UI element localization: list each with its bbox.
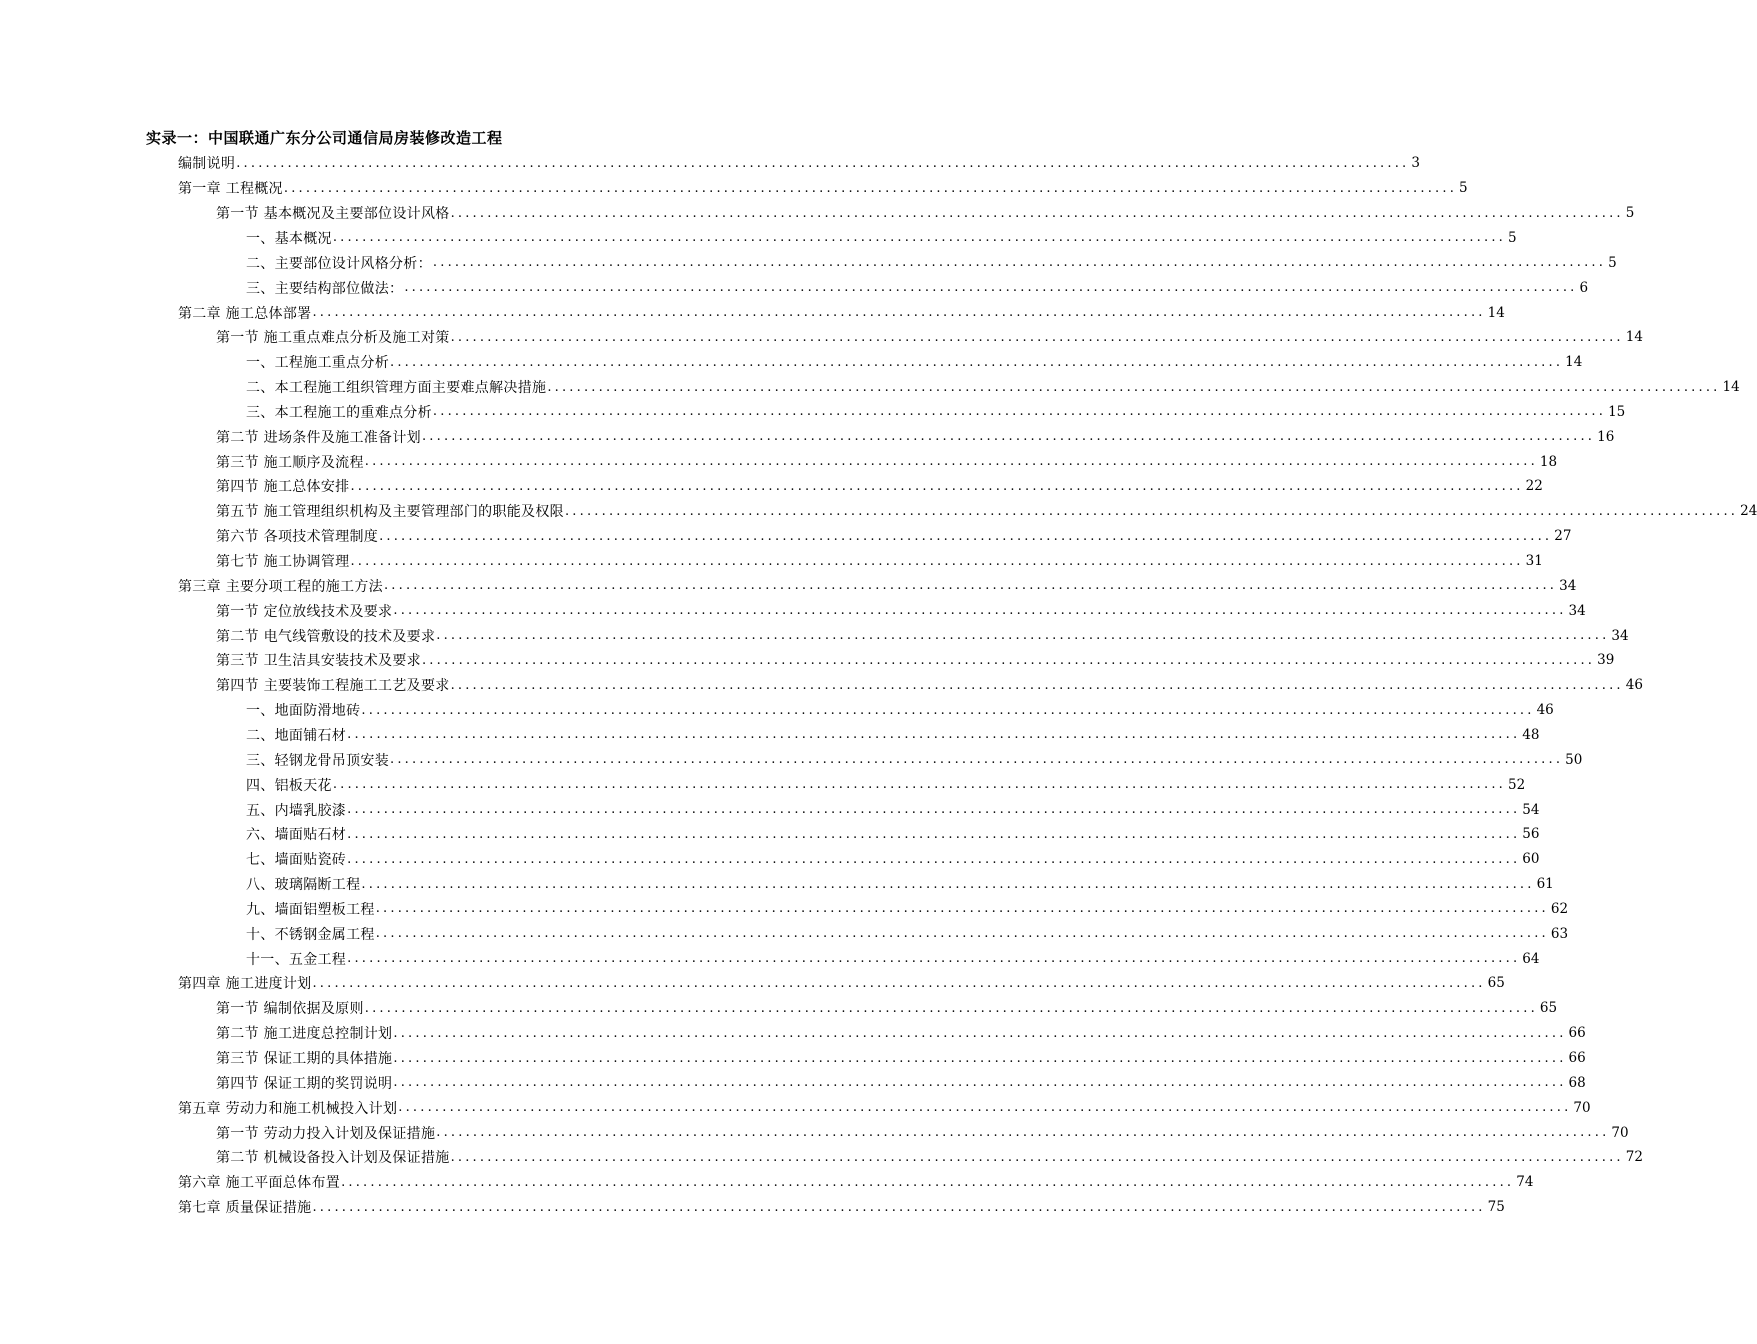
- toc-entry[interactable]: [216, 524, 1572, 549]
- dot-leader: ................................................................................................................................................................: [347, 851, 1521, 867]
- toc-entry[interactable]: [246, 350, 1583, 375]
- toc-page-number: 5: [1459, 180, 1468, 197]
- toc-entry-label: 第二节 进场条件及施工准备计划: [216, 429, 421, 446]
- dot-leader: ................................................................................................................................................................: [375, 926, 1549, 942]
- dot-leader: ................................................................................................................................................................: [390, 354, 1564, 370]
- toc-entry-label: 第四节 施工总体安排: [216, 479, 350, 496]
- toc-entry[interactable]: [246, 897, 1569, 922]
- dot-leader: ................................................................................................................................................................: [390, 752, 1564, 768]
- toc-page-number: 24: [1740, 503, 1757, 520]
- toc-entry-label: 二、本工程施工组织管理方面主要难点解决措施: [246, 380, 547, 397]
- toc-page-number: 68: [1568, 1074, 1586, 1091]
- dot-leader: ................................................................................................................................................................: [379, 528, 1553, 544]
- dot-leader: ................................................................................................................................................................: [393, 1050, 1567, 1066]
- toc-entry-label: 三、主要结构部位做法：: [246, 280, 404, 297]
- dot-leader: ................................................................................................................................................................: [236, 155, 1410, 171]
- toc-page-number: 66: [1568, 1025, 1586, 1042]
- dot-leader: ................................................................................................................................................................: [436, 1125, 1610, 1141]
- dot-leader: ................................................................................................................................................................: [383, 578, 1558, 594]
- toc-entry[interactable]: [178, 300, 1505, 325]
- toc-page-number: 62: [1550, 900, 1569, 917]
- toc-entry[interactable]: [178, 176, 1468, 201]
- toc-entry[interactable]: [216, 623, 1629, 648]
- dot-leader: ................................................................................................................................................................: [547, 379, 1721, 395]
- toc-entry-label: 一、地面防滑地砖: [246, 703, 361, 720]
- toc-entry[interactable]: [178, 573, 1577, 598]
- toc-entry[interactable]: [216, 549, 1543, 574]
- dot-leader: ................................................................................................................................................................: [347, 951, 1521, 967]
- toc-page-number: 14: [1487, 304, 1505, 321]
- toc-page-number: 75: [1487, 1199, 1505, 1216]
- toc-entry-label: 三、轻钢龙骨吊顶安装: [246, 752, 389, 769]
- toc-entry[interactable]: [216, 1120, 1629, 1145]
- dot-leader: ................................................................................................................................................................: [341, 1174, 1515, 1190]
- toc-entry-label: 第二节 施工进度总控制计划: [216, 1026, 393, 1043]
- dot-leader: ................................................................................................................................................................: [436, 628, 1610, 644]
- dot-leader: ................................................................................................................................................................: [450, 205, 1624, 221]
- toc-page-number: 60: [1522, 851, 1540, 868]
- dot-leader: ................................................................................................................................................................: [421, 429, 1596, 445]
- toc-entry-label: 第二节 电气线管敷设的技术及要求: [216, 628, 436, 645]
- toc-page-number: 27: [1554, 528, 1572, 545]
- dot-leader: ................................................................................................................................................................: [347, 826, 1521, 842]
- toc-entry-label: 第三节 保证工期的具体措施: [216, 1051, 393, 1068]
- toc-page-number: 39: [1597, 652, 1615, 669]
- toc-entry-label: 第二节 机械设备投入计划及保证措施: [216, 1150, 450, 1167]
- toc-entry[interactable]: [246, 698, 1554, 723]
- toc-page-number: 15: [1608, 403, 1626, 420]
- toc-entry-label: 第七节 施工协调管理: [216, 554, 350, 571]
- dot-leader: ................................................................................................................................................................: [450, 1149, 1624, 1165]
- toc-page-number: 54: [1522, 801, 1540, 818]
- toc-entry-label: 三、本工程施工的重难点分析: [246, 404, 432, 421]
- dot-leader: ................................................................................................................................................................: [347, 802, 1521, 818]
- dot-leader: ................................................................................................................................................................: [564, 503, 1739, 519]
- toc-entry-label: 第四节 保证工期的奖罚说明: [216, 1075, 393, 1092]
- toc-page-number: 22: [1525, 478, 1543, 495]
- toc-entry[interactable]: [246, 723, 1540, 748]
- toc-entry-label: 第三章 主要分项工程的施工方法: [178, 578, 383, 595]
- toc-page-number: 14: [1565, 354, 1583, 371]
- toc-page-number: 14: [1722, 379, 1740, 396]
- toc-entry[interactable]: [216, 424, 1615, 449]
- toc-page-number: 3: [1411, 155, 1420, 172]
- toc-entry[interactable]: [246, 946, 1540, 971]
- toc-page-number: 56: [1522, 826, 1540, 843]
- toc-entry-label: 四、铝板天花: [246, 777, 332, 794]
- toc-page-number: 65: [1539, 1000, 1558, 1017]
- dot-leader: ................................................................................................................................................................: [312, 305, 1486, 321]
- toc-entry-label: 第三节 施工顺序及流程: [216, 454, 364, 471]
- toc-entry-label: 第二章 施工总体部署: [178, 305, 312, 322]
- dot-leader: ................................................................................................................................................................: [312, 975, 1486, 991]
- toc-entry-label: 六、墙面贴石材: [246, 827, 347, 844]
- toc-entry-label: 编制说明: [178, 156, 236, 173]
- toc-entry[interactable]: [246, 226, 1517, 251]
- dot-leader: ................................................................................................................................................................: [375, 901, 1549, 917]
- toc-entry-label: 二、地面铺石材: [246, 727, 347, 744]
- toc-page-number: 46: [1625, 677, 1643, 694]
- toc-page-number: 14: [1625, 329, 1643, 346]
- toc-page-number: 52: [1507, 776, 1526, 793]
- toc-page-number: 61: [1536, 876, 1554, 893]
- toc-entry[interactable]: [246, 921, 1569, 946]
- dot-leader: ................................................................................................................................................................: [421, 652, 1596, 668]
- toc-entry[interactable]: [216, 673, 1643, 698]
- dot-leader: ................................................................................................................................................................: [432, 404, 1607, 420]
- toc-entry-label: 第六节 各项技术管理制度: [216, 529, 379, 546]
- toc-entry-label: 九、墙面铝塑板工程: [246, 901, 375, 918]
- toc-entry-label: 十、不锈钢金属工程: [246, 926, 375, 943]
- dot-leader: ................................................................................................................................................................: [350, 553, 1524, 569]
- toc-entry[interactable]: [178, 971, 1505, 996]
- toc-entry[interactable]: [246, 747, 1583, 772]
- toc-page-number: 34: [1568, 602, 1586, 619]
- toc-page-number: 70: [1611, 1124, 1629, 1141]
- toc-page-number: 72: [1625, 1149, 1643, 1166]
- toc-entry[interactable]: [246, 847, 1540, 872]
- toc-entry[interactable]: [216, 996, 1558, 1021]
- dot-leader: ................................................................................................................................................................: [361, 702, 1535, 718]
- toc-entry[interactable]: [246, 822, 1540, 847]
- toc-entry[interactable]: [178, 151, 1420, 176]
- toc-entry[interactable]: [246, 772, 1526, 797]
- toc-page-number: 16: [1597, 428, 1615, 445]
- toc-entry-label: 第一节 编制依据及原则: [216, 1001, 364, 1018]
- toc-entry[interactable]: [178, 1095, 1591, 1120]
- toc-page-number: 48: [1522, 726, 1540, 743]
- toc-entry-label: 第一节 基本概况及主要部位设计风格: [216, 206, 450, 223]
- toc-entry-label: 第一节 劳动力投入计划及保证措施: [216, 1125, 436, 1142]
- toc-page-number: 31: [1525, 553, 1543, 570]
- dot-leader: ................................................................................................................................................................: [364, 1000, 1538, 1016]
- toc-page-number: 64: [1522, 950, 1540, 967]
- toc-page-number: 74: [1516, 1174, 1534, 1191]
- toc-entry-label: 第四章 施工进度计划: [178, 976, 312, 993]
- toc-page-number: 70: [1573, 1099, 1591, 1116]
- dot-leader: ................................................................................................................................................................: [393, 1075, 1567, 1091]
- toc-entry[interactable]: [178, 1195, 1505, 1220]
- dot-leader: ................................................................................................................................................................: [364, 454, 1538, 470]
- toc-entry-label: 第三节 卫生洁具安装技术及要求: [216, 653, 421, 670]
- toc-entry[interactable]: [216, 474, 1543, 499]
- dot-leader: ................................................................................................................................................................: [347, 727, 1521, 743]
- toc-entry[interactable]: [216, 449, 1558, 474]
- toc-entry-label: 第七章 质量保证措施: [178, 1200, 312, 1217]
- toc-page-number: 66: [1568, 1050, 1586, 1067]
- toc-page-number: 50: [1565, 751, 1583, 768]
- toc-entry[interactable]: [216, 1021, 1586, 1046]
- toc-entry[interactable]: [216, 648, 1615, 673]
- toc-entry[interactable]: [246, 275, 1589, 300]
- dot-leader: ................................................................................................................................................................: [393, 1025, 1567, 1041]
- toc-entry-label: 一、工程施工重点分析: [246, 355, 389, 372]
- toc-entry-label: 第五节 施工管理组织机构及主要管理部门的职能及权限: [216, 504, 564, 521]
- toc-page-number: 34: [1611, 627, 1629, 644]
- dot-leader: ................................................................................................................................................................: [332, 777, 1506, 793]
- toc-entry-label: 七、墙面贴瓷砖: [246, 852, 347, 869]
- toc-entry[interactable]: [216, 325, 1643, 350]
- toc-page-number: 6: [1579, 279, 1589, 296]
- toc-entry[interactable]: [246, 400, 1626, 425]
- dot-leader: ................................................................................................................................................................: [450, 329, 1624, 345]
- dot-leader: ................................................................................................................................................................: [393, 603, 1567, 619]
- toc-page-number: 46: [1536, 702, 1554, 719]
- toc-page-number: 5: [1507, 229, 1517, 246]
- dot-leader: ................................................................................................................................................................: [404, 280, 1578, 296]
- toc-entry-label: 第一节 定位放线技术及要求: [216, 603, 393, 620]
- toc-entry[interactable]: [246, 375, 1740, 400]
- dot-leader: ................................................................................................................................................................: [350, 478, 1524, 494]
- toc-page-number: 65: [1487, 975, 1505, 992]
- toc-entry-label: 十一、五金工程: [246, 951, 347, 968]
- toc-page-number: 5: [1625, 205, 1635, 222]
- toc-entry-label: 第六章 施工平面总体布置: [178, 1175, 341, 1192]
- toc-entry-label: 第一章 工程概况: [178, 181, 283, 198]
- toc-page-number: 34: [1559, 577, 1577, 594]
- toc-entry-label: 第五章 劳动力和施工机械投入计划: [178, 1100, 398, 1117]
- toc-entry[interactable]: [216, 1070, 1586, 1095]
- toc-entry[interactable]: [178, 1170, 1534, 1195]
- toc-entry-label: 第四节 主要装饰工程施工工艺及要求: [216, 678, 450, 695]
- dot-leader: ................................................................................................................................................................: [398, 1100, 1572, 1116]
- toc-entry[interactable]: [216, 499, 1757, 524]
- dot-leader: ................................................................................................................................................................: [283, 180, 1458, 196]
- toc-entry-label: 五、内墙乳胶漆: [246, 802, 347, 819]
- dot-leader: ................................................................................................................................................................: [312, 1199, 1486, 1215]
- toc-entry-label: 八、玻璃隔断工程: [246, 877, 361, 894]
- toc-entry[interactable]: [216, 201, 1635, 226]
- toc-page-number: 18: [1539, 453, 1558, 470]
- document-title: 实录一：中国联通广东分公司通信局房装修改造工程: [146, 129, 503, 147]
- toc-entry[interactable]: [246, 250, 1617, 275]
- dot-leader: ................................................................................................................................................................: [432, 255, 1607, 271]
- toc-entry-label: 一、基本概况: [246, 230, 332, 247]
- dot-leader: ................................................................................................................................................................: [332, 230, 1506, 246]
- toc-entry-label: 第一节 施工重点难点分析及施工对策: [216, 330, 450, 347]
- toc-entry[interactable]: [216, 1046, 1586, 1071]
- toc-entry[interactable]: [246, 872, 1554, 897]
- toc-entry-label: 二、主要部位设计风格分析：: [246, 255, 432, 272]
- toc-page-number: 63: [1550, 925, 1569, 942]
- dot-leader: ................................................................................................................................................................: [450, 677, 1624, 693]
- toc-entry[interactable]: [216, 1145, 1643, 1170]
- toc-entry[interactable]: [216, 598, 1586, 623]
- toc-page-number: 5: [1608, 254, 1617, 271]
- toc-entry[interactable]: [246, 797, 1540, 822]
- dot-leader: ................................................................................................................................................................: [361, 876, 1535, 892]
